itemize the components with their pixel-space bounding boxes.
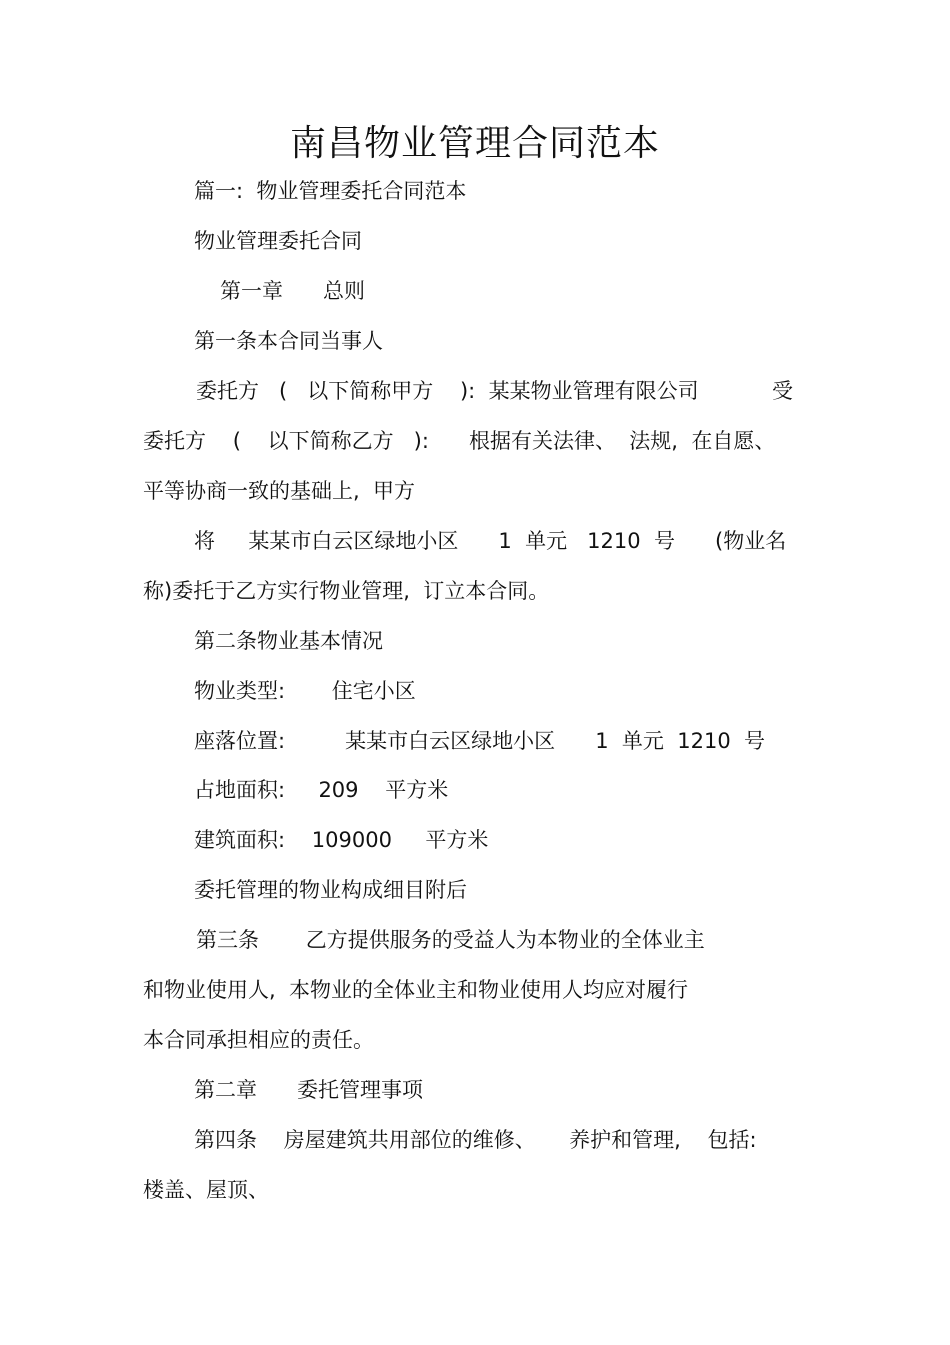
paragraph-line: 委托方 ( 以下简称乙方 ): 根据有关法律、 法规, 在自愿、 bbox=[143, 429, 776, 453]
chapter-heading: 第一章 总则 bbox=[220, 279, 366, 303]
paragraph-line: 和物业使用人, 本物业的全体业主和物业使用人均应对履行 bbox=[143, 978, 689, 1002]
property-location: 座落位置: 某某市白云区绿地小区 1 单元 1210 号 bbox=[194, 729, 766, 753]
land-area: 占地面积: 209 平方米 bbox=[194, 778, 449, 802]
contract-name: 物业管理委托合同 bbox=[194, 229, 362, 253]
paragraph-line: 平等协商一致的基础上, 甲方 bbox=[143, 479, 416, 503]
paragraph-line: 楼盖、屋顶、 bbox=[143, 1178, 269, 1202]
paragraph-line: 委托方 ( 以下简称甲方 ): 某某物业管理有限公司 受 bbox=[196, 379, 793, 403]
property-type: 物业类型: 住宅小区 bbox=[194, 679, 416, 703]
chapter-heading: 第二章 委托管理事项 bbox=[194, 1078, 424, 1102]
paragraph-line: 委托管理的物业构成细目附后 bbox=[194, 878, 467, 902]
document-title: 南昌物业管理合同范本 bbox=[289, 123, 660, 164]
article-heading: 第一条本合同当事人 bbox=[194, 329, 383, 353]
building-area: 建筑面积: 109000 平方米 bbox=[194, 828, 489, 852]
paragraph-line: 第三条 乙方提供服务的受益人为本物业的全体业主 bbox=[196, 928, 705, 952]
section-heading: 篇一: 物业管理委托合同范本 bbox=[194, 179, 467, 203]
paragraph-line: 称)委托于乙方实行物业管理, 订立本合同。 bbox=[143, 579, 550, 603]
article-heading: 第二条物业基本情况 bbox=[194, 629, 383, 653]
paragraph-line: 将 某某市白云区绿地小区 1 单元 1210 号 (物业名 bbox=[194, 529, 787, 553]
paragraph-line: 第四条 房屋建筑共用部位的维修、 养护和管理, 包括: bbox=[194, 1128, 757, 1152]
paragraph-line: 本合同承担相应的责任。 bbox=[143, 1028, 374, 1052]
